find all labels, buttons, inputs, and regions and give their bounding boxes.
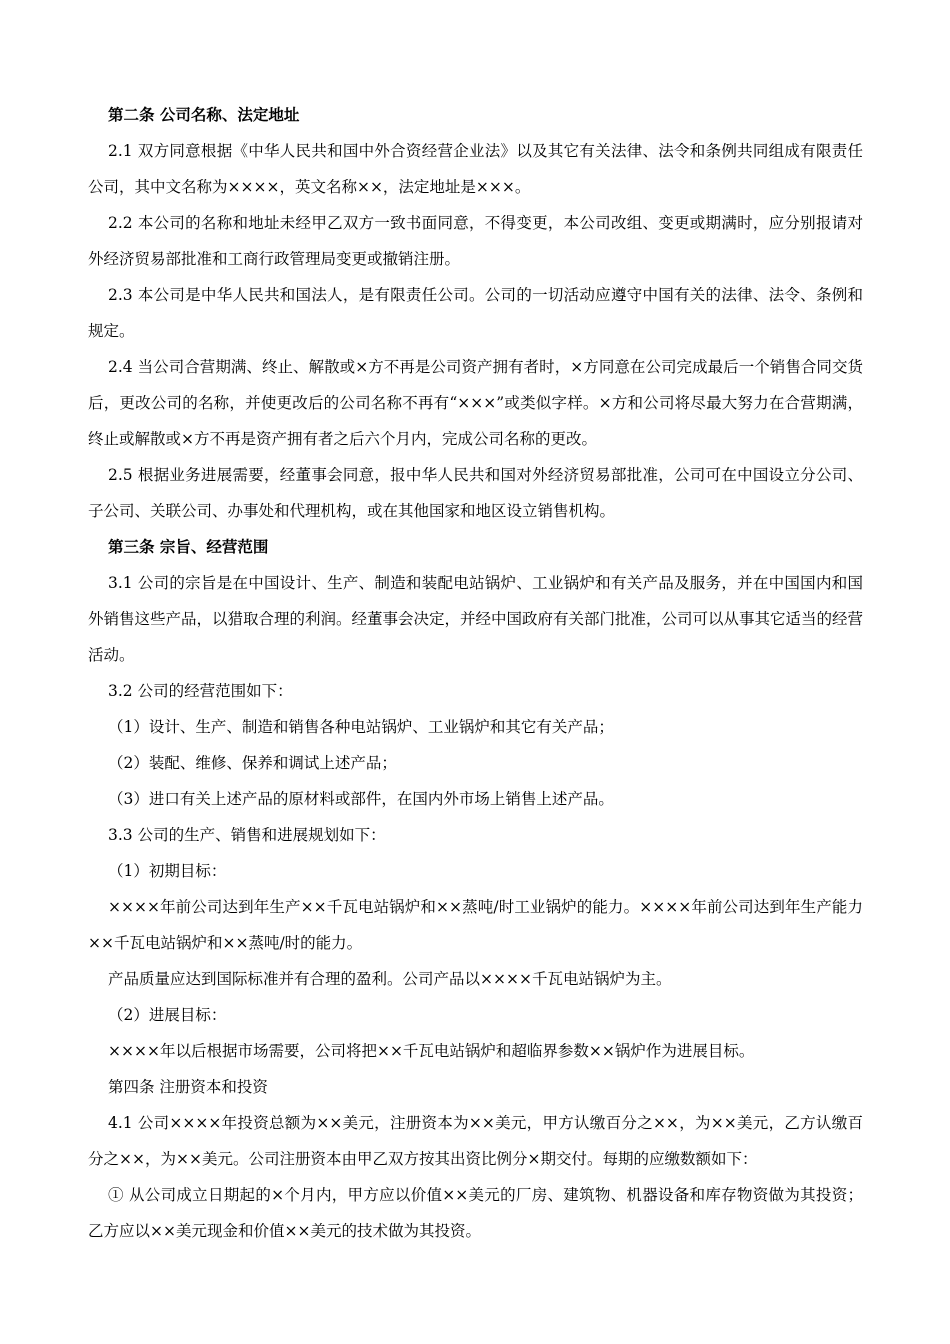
section-3-heading: 第三条 宗旨、经营范围	[108, 537, 269, 556]
goal-initial-text-1: ××××年前公司达到年生产××千瓦电站锅炉和××蒸吨/时工业锅炉的能力。××××年前公司达到年生产能力××千瓦电站锅炉和××蒸吨/时的能力。	[88, 898, 863, 952]
paragraph-2-4: 2.4 当公司合营期满、终止、解散或×方不再是公司资产拥有者时，×方同意在公司完成最后一个销售合同交货后，更改公司的名称，并使更改后的公司名称不再有“×××”或类似字样。×方和公司将尽最大努力在合营期满，终止或解散或×方不再是资产拥有者之后六个月内，完成公司名称的更改。	[88, 358, 863, 448]
list-item-scope-2: （2）装配、维修、保养和调试上述产品；	[108, 754, 397, 772]
section-4-heading: 第四条 注册资本和投资	[108, 1078, 268, 1096]
list-item-scope-1: （1）设计、生产、制造和销售各种电站锅炉、工业锅炉和其它有关产品；	[108, 718, 614, 736]
paragraph-3-2: 3.2 公司的经营范围如下：	[108, 682, 293, 700]
paragraph-2-3: 2.3 本公司是中华人民共和国法人，是有限责任公司。公司的一切活动应遵守中国有关的法律、法令、条例和规定。	[88, 286, 863, 340]
list-item-scope-3: （3）进口有关上述产品的原材料或部件，在国内外市场上销售上述产品。	[108, 790, 614, 808]
document-page	[88, 97, 863, 1249]
paragraph-3-1: 3.1 公司的宗旨是在中国设计、生产、制造和装配电站锅炉、工业锅炉和有关产品及服务，并在中国国内和国外销售这些产品，以猎取合理的利润。经董事会决定，并经中国政府有关部门批准，公司可以从事其它适当的经营活动。	[88, 574, 864, 664]
goal-initial-text-2: 产品质量应达到国际标准并有合理的盈利。公司产品以××××千瓦电站锅炉为主。	[108, 970, 672, 988]
paragraph-4-1: 4.1 公司××××年投资总额为××美元，注册资本为××美元，甲方认缴百分之××，为××美元，乙方认缴百分之××，为××美元。公司注册资本由甲乙双方按其出资比例分×期交付。每期的应缴数额如下：	[88, 1114, 863, 1168]
paragraph-4-1-item-1: ① 从公司成立日期起的×个月内，甲方应以价值××美元的厂房、建筑物、机器设备和库存物资做为其投资；乙方应以××美元现金和价值××美元的技术做为其投资。	[88, 1186, 863, 1240]
paragraph-2-2: 2.2 本公司的名称和地址未经甲乙双方一致书面同意，不得变更，本公司改组、变更或期满时，应分别报请对外经济贸易部批准和工商行政管理局变更或撤销注册。	[88, 214, 863, 268]
goal-progress-text: ××××年以后根据市场需要，公司将把××千瓦电站锅炉和超临界参数××锅炉作为进展目标。	[108, 1042, 755, 1060]
paragraph-3-3: 3.3 公司的生产、销售和进展规划如下：	[108, 826, 386, 844]
paragraph-2-5: 2.5 根据业务进展需要，经董事会同意，报中华人民共和国对外经济贸易部批准，公司可在中国设立分公司、子公司、关联公司、办事处和代理机构，或在其他国家和地区设立销售机构。	[88, 466, 863, 520]
section-2-heading: 第二条 公司名称、法定地址	[108, 105, 300, 124]
goal-initial-label: （1）初期目标：	[108, 862, 227, 880]
paragraph-2-1: 2.1 双方同意根据《中华人民共和国中外合资经营企业法》以及其它有关法律、法令和条例共同组成有限责任公司，其中文名称为××××，英文名称××，法定地址是×××。	[88, 142, 863, 196]
goal-progress-label: （2）进展目标：	[108, 1006, 227, 1024]
